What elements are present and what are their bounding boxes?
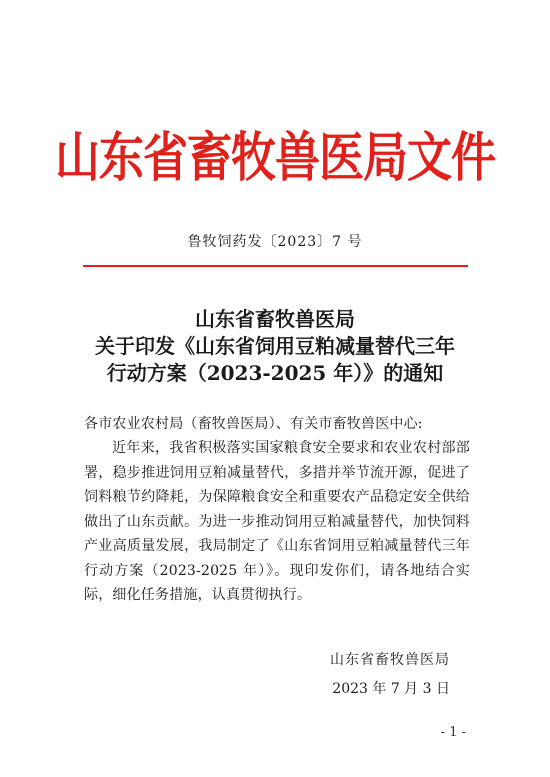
- red-divider-line: [83, 265, 468, 267]
- title-line-plan: 行动方案（2023-2025 年）》的通知: [106, 361, 444, 385]
- body-paragraph: 近年来，我省积极落实国家粮食安全要求和农业农村部部署，稳步推进饲用豆粕减量替代，多措并举节流开源，促进了饲料粮节约降耗，为保障粮食安全和重要农产品稳定安全供给做出了山东贡献。为进一步推动饲用豆粕减量替代，加快饲料产业高质量发展，我局制定了《山东省饲用豆粕减量替代三年行动方案（2023-2025 年）》。现印发你们，请各地结合实际，细化任务措施，认真贯彻执行。: [84, 440, 470, 603]
- title-line-subject: 关于印发《山东省饲用豆粕减量替代三年: [95, 334, 455, 358]
- signature-date: 2023 年 7 月 3 日: [332, 681, 450, 697]
- signature-organization: 山东省畜牧兽医局: [330, 652, 450, 668]
- title-line-issuer: 山东省畜牧兽医局: [195, 307, 355, 331]
- salutation: 各市农业农村局（畜牧兽医局）、有关市畜牧兽医中心:: [84, 416, 423, 432]
- document-number: 鲁牧饲药发〔2023〕7 号: [187, 234, 363, 250]
- notice-title: [0, 306, 550, 387]
- page-number: - 1 -: [440, 725, 466, 740]
- masthead-title: 山东省畜牧兽医局文件: [54, 126, 495, 189]
